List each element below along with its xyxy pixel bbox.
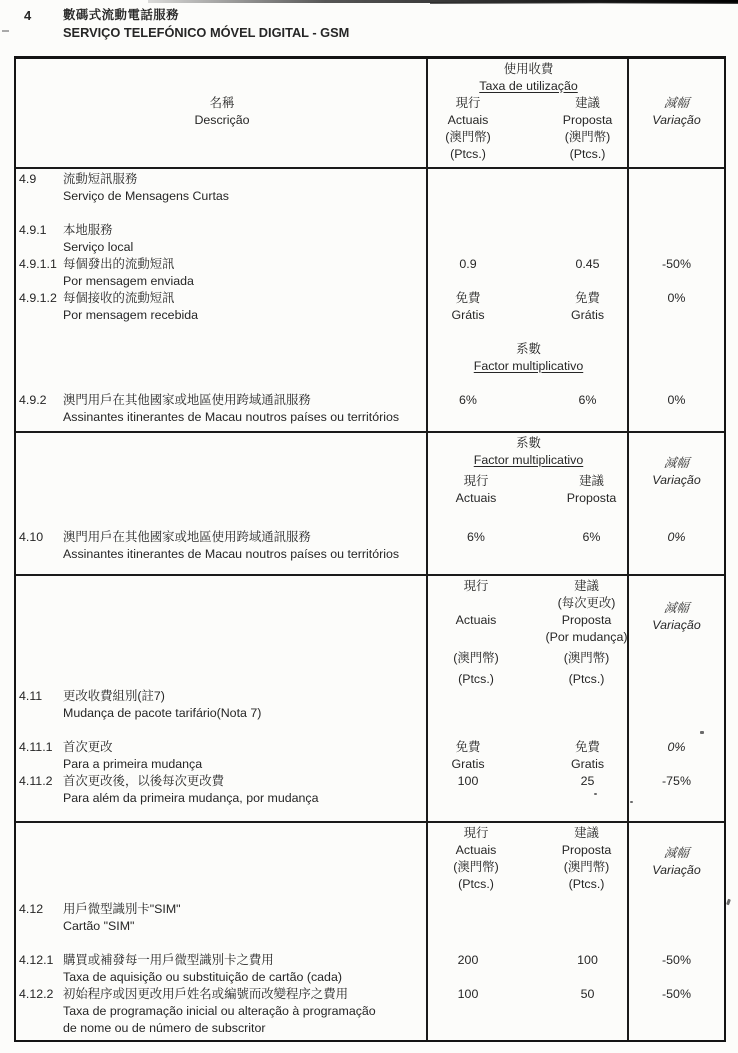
header-variation: [629, 433, 724, 518]
document-title-pt: SERVIÇO TELEFÓNICO MÓVEL DIGITAL - GSM: [63, 25, 350, 40]
value-current: 200: [457, 953, 479, 967]
value-proposed: 0.45: [575, 257, 600, 271]
header-proposed: [524, 825, 629, 893]
header-currency-pt: (Ptcs.): [568, 877, 605, 891]
header-variation-pt: Variação: [652, 473, 701, 487]
header-currency-zh: (澳門幣): [453, 860, 499, 874]
header-current-zh: 現行: [463, 826, 489, 840]
value-proposed: Gratis: [570, 757, 605, 771]
scan-streak: [430, 2, 738, 4]
value-variation: 0%: [667, 530, 686, 544]
row-desc-pt: Taxa de aquisição ou substituição de cartão (cada): [63, 970, 342, 984]
value-current: 6%: [459, 393, 477, 407]
tariff-table: [14, 56, 726, 1042]
header-variation-zh: 減幅: [663, 96, 691, 110]
table-row: [16, 392, 724, 409]
value-proposed: 100: [577, 953, 598, 967]
column-divider: [426, 433, 428, 574]
header-variation-pt: Variação: [652, 113, 701, 127]
table-header: [16, 576, 724, 688]
value-proposed: 6%: [578, 393, 597, 407]
row-id: 4.9.2: [19, 393, 47, 407]
header-currency-zh: (澳門幣): [563, 651, 610, 665]
header-current: [428, 473, 524, 507]
header-current: [428, 578, 524, 688]
row-id: 4.9: [19, 172, 37, 186]
table-row: [16, 546, 724, 563]
header-name-zh: 名稱: [209, 96, 235, 110]
row-desc-zh: 更改收費組別(註7): [63, 689, 165, 703]
column-divider: [627, 433, 629, 574]
header-variation: [629, 59, 724, 167]
value-proposed: 免費: [575, 740, 600, 754]
row-desc-pt: Para além da primeira mudança, por mudança: [63, 791, 319, 805]
header-per-change-pt: (Por mudança): [545, 630, 628, 644]
row-desc-zh: 首次更改: [63, 740, 113, 754]
row-desc-zh: 初始程序或因更改用戶姓名或編號而改變程序之費用: [63, 987, 348, 1001]
row-desc-zh: 首次更改後，以後每次更改費: [63, 774, 225, 788]
spacer-row: [16, 935, 724, 952]
row-desc-pt: Taxa de programação inicial ou alteração à programação: [63, 1004, 376, 1018]
section-4-10: [16, 431, 724, 574]
row-desc-pt2: de nome ou de número de subscritor: [63, 1021, 266, 1035]
section-4-12: [16, 821, 724, 1040]
table-row: [16, 307, 724, 324]
header-currency-pt: (Ptcs.): [568, 672, 605, 686]
header-current: [428, 95, 508, 163]
header-proposed: [524, 578, 629, 688]
value-variation: -50%: [662, 987, 691, 1001]
header-currency-pt: (Ptcs.): [450, 147, 486, 161]
column-divider: [426, 576, 428, 821]
value-proposed: Grátis: [570, 308, 605, 322]
row-desc-pt: Mudança de pacote tarifário(Nota 7): [63, 706, 262, 720]
table-row: [16, 171, 724, 188]
row-id: 4.12.2: [19, 987, 54, 1001]
value-current: 免費: [455, 740, 481, 754]
header-variation-pt: Variação: [652, 618, 701, 632]
row-desc-zh: 本地服務: [63, 223, 113, 237]
row-desc-zh: 每個發出的流動短訊: [63, 257, 175, 271]
spacer-row: [16, 375, 724, 392]
value-variation: -50%: [662, 257, 691, 271]
row-desc-pt: Por mensagem recebida: [63, 308, 198, 322]
row-desc-pt: Serviço de Mensagens Curtas: [63, 189, 229, 203]
section-4-11: [16, 574, 724, 821]
header-fee-pt: Taxa de utilização: [479, 79, 578, 93]
header-variation-zh: 減幅: [663, 456, 691, 470]
header-currency-pt: (Ptcs.): [569, 147, 606, 161]
factor-label-pt: Factor multiplicativo: [473, 453, 584, 467]
header-currency-pt: (Ptcs.): [458, 672, 494, 686]
table-header: [16, 59, 724, 169]
header-proposed-zh: 建議: [575, 96, 600, 110]
header-proposed-zh: 建議: [574, 579, 599, 593]
table-row: [16, 409, 724, 426]
page-number: 4: [24, 8, 32, 23]
table-header: [16, 823, 724, 895]
table-row: [16, 790, 724, 807]
header-fees: [428, 823, 629, 895]
factor-row: [16, 341, 724, 358]
factor-label-zh: 系數: [516, 436, 541, 450]
header-description: [16, 59, 428, 167]
header-currency-zh: (澳門幣): [564, 130, 611, 144]
header-proposed-pt: Proposta: [562, 113, 613, 127]
value-proposed: 6%: [582, 530, 601, 544]
value-variation: 0%: [667, 393, 686, 407]
header-currency-pt: (Ptcs.): [458, 877, 494, 891]
row-desc-pt: Assinantes itinerantes de Macau noutros países ou territórios: [63, 410, 400, 424]
row-id: 4.12.1: [19, 953, 54, 967]
value-current: 免費: [455, 291, 481, 305]
scan-speck: [726, 899, 731, 906]
row-desc-zh: 購買或補發每一用戶微型識別卡之費用: [63, 953, 274, 967]
value-current: 0.9: [459, 257, 477, 271]
table-row: [16, 1020, 724, 1037]
document-title-zh: 數碼式流動電話服務: [63, 8, 180, 22]
document-title: [63, 7, 349, 41]
table-row: [16, 756, 724, 773]
row-desc-zh: 流動短訊服務: [63, 172, 138, 186]
row-id: 4.12: [19, 902, 44, 916]
value-current: 100: [457, 987, 479, 1001]
table-row: [16, 256, 724, 273]
value-proposed: 免費: [575, 291, 600, 305]
row-id: 4.11: [19, 689, 43, 703]
header-proposed-zh: 建議: [579, 474, 604, 488]
header-proposed-zh: 建議: [574, 826, 599, 840]
table-row: [16, 688, 724, 705]
table-row: [16, 739, 724, 756]
row-id: 4.11.2: [19, 774, 53, 788]
header-fees: [428, 59, 629, 167]
header-current-pt: Actuais: [455, 843, 497, 857]
value-variation: -50%: [662, 953, 691, 967]
row-id: 4.9.1.1: [19, 257, 57, 271]
value-current: 100: [457, 774, 479, 788]
factor-label-pt: Factor multiplicativo: [473, 359, 584, 373]
row-desc-pt: Assinantes itinerantes de Macau noutros países ou territórios: [63, 547, 400, 561]
header-current-zh: 現行: [463, 474, 489, 488]
value-proposed: 50: [580, 987, 595, 1001]
value-variation: -75%: [662, 774, 691, 788]
column-divider: [627, 59, 629, 431]
row-desc-zh: 澳門用戶在其他國家或地區使用跨域通訊服務: [63, 393, 311, 407]
value-current: 6%: [467, 530, 485, 544]
row-desc-pt: Por mensagem enviada: [63, 274, 194, 288]
spacer-row: [16, 722, 724, 739]
table-row: [16, 952, 724, 969]
header-variation-zh: 減幅: [663, 846, 691, 860]
table-row: [16, 901, 724, 918]
header-current-zh: 現行: [455, 96, 481, 110]
table-header: [16, 433, 724, 518]
header-per-change-zh: (每次更改): [557, 596, 616, 610]
header-current: [428, 825, 524, 893]
header-proposed-pt: Proposta: [566, 491, 617, 505]
column-divider: [426, 823, 428, 1040]
header-variation-zh: 減幅: [663, 601, 691, 615]
table-row: [16, 290, 724, 307]
row-desc-zh: 用戶微型識別卡"SIM": [63, 902, 181, 916]
table-row: [16, 969, 724, 986]
table-row: [16, 986, 724, 1003]
header-current-zh: 現行: [463, 579, 489, 593]
row-id: 4.9.1.2: [19, 291, 57, 305]
header-proposed-pt: Proposta: [561, 613, 612, 627]
factor-row: [16, 358, 724, 375]
row-id: 4.11.1: [19, 740, 53, 754]
value-variation: 0%: [667, 740, 686, 754]
column-divider: [627, 576, 629, 821]
table-row: [16, 918, 724, 935]
column-divider: [426, 59, 428, 431]
header-fees: [428, 576, 629, 688]
header-currency-zh: (澳門幣): [453, 651, 499, 665]
header-current-pt: Actuais: [455, 491, 497, 505]
row-desc-pt: Para a primeira mudança: [63, 757, 203, 771]
table-row: [16, 273, 724, 290]
header-variation: [629, 576, 724, 688]
spacer-row: [16, 324, 724, 341]
column-divider: [627, 823, 629, 1040]
header-name-pt: Descrição: [194, 113, 250, 127]
section-4-9: [16, 59, 724, 431]
row-desc-pt: Cartão "SIM": [63, 919, 135, 933]
row-desc-zh: 澳門用戶在其他國家或地區使用跨域通訊服務: [63, 530, 311, 544]
header-currency-zh: (澳門幣): [445, 130, 491, 144]
header-variation: [629, 823, 724, 895]
header-proposed: [524, 473, 629, 507]
header-fee-zh: 使用收費: [503, 62, 554, 76]
row-id: 4.10: [19, 530, 44, 544]
value-current: Grátis: [451, 308, 485, 322]
scan-speck: [2, 30, 9, 32]
table-row: [16, 773, 724, 790]
header-currency-zh: (澳門幣): [563, 860, 610, 874]
header-fees: [428, 433, 629, 518]
header-current-pt: Actuais: [447, 113, 489, 127]
table-row: [16, 705, 724, 722]
header-current-pt: Actuais: [455, 613, 497, 627]
header-variation-pt: Variação: [652, 863, 701, 877]
value-current: Gratis: [451, 757, 485, 771]
row-desc-zh: 每個接收的流動短訊: [63, 291, 175, 305]
spacer-row: [16, 205, 724, 222]
header-proposed: [508, 95, 629, 163]
header-proposed-pt: Proposta: [561, 843, 612, 857]
table-row: [16, 239, 724, 256]
table-row: [16, 1003, 724, 1020]
value-proposed: 25: [580, 774, 595, 788]
factor-label-zh: 系數: [516, 342, 541, 356]
table-row: [16, 188, 724, 205]
table-row: [16, 222, 724, 239]
row-id: 4.9.1: [19, 223, 47, 237]
table-row: [16, 529, 724, 546]
value-variation: 0%: [667, 291, 686, 305]
row-desc-pt: Serviço local: [63, 240, 134, 254]
